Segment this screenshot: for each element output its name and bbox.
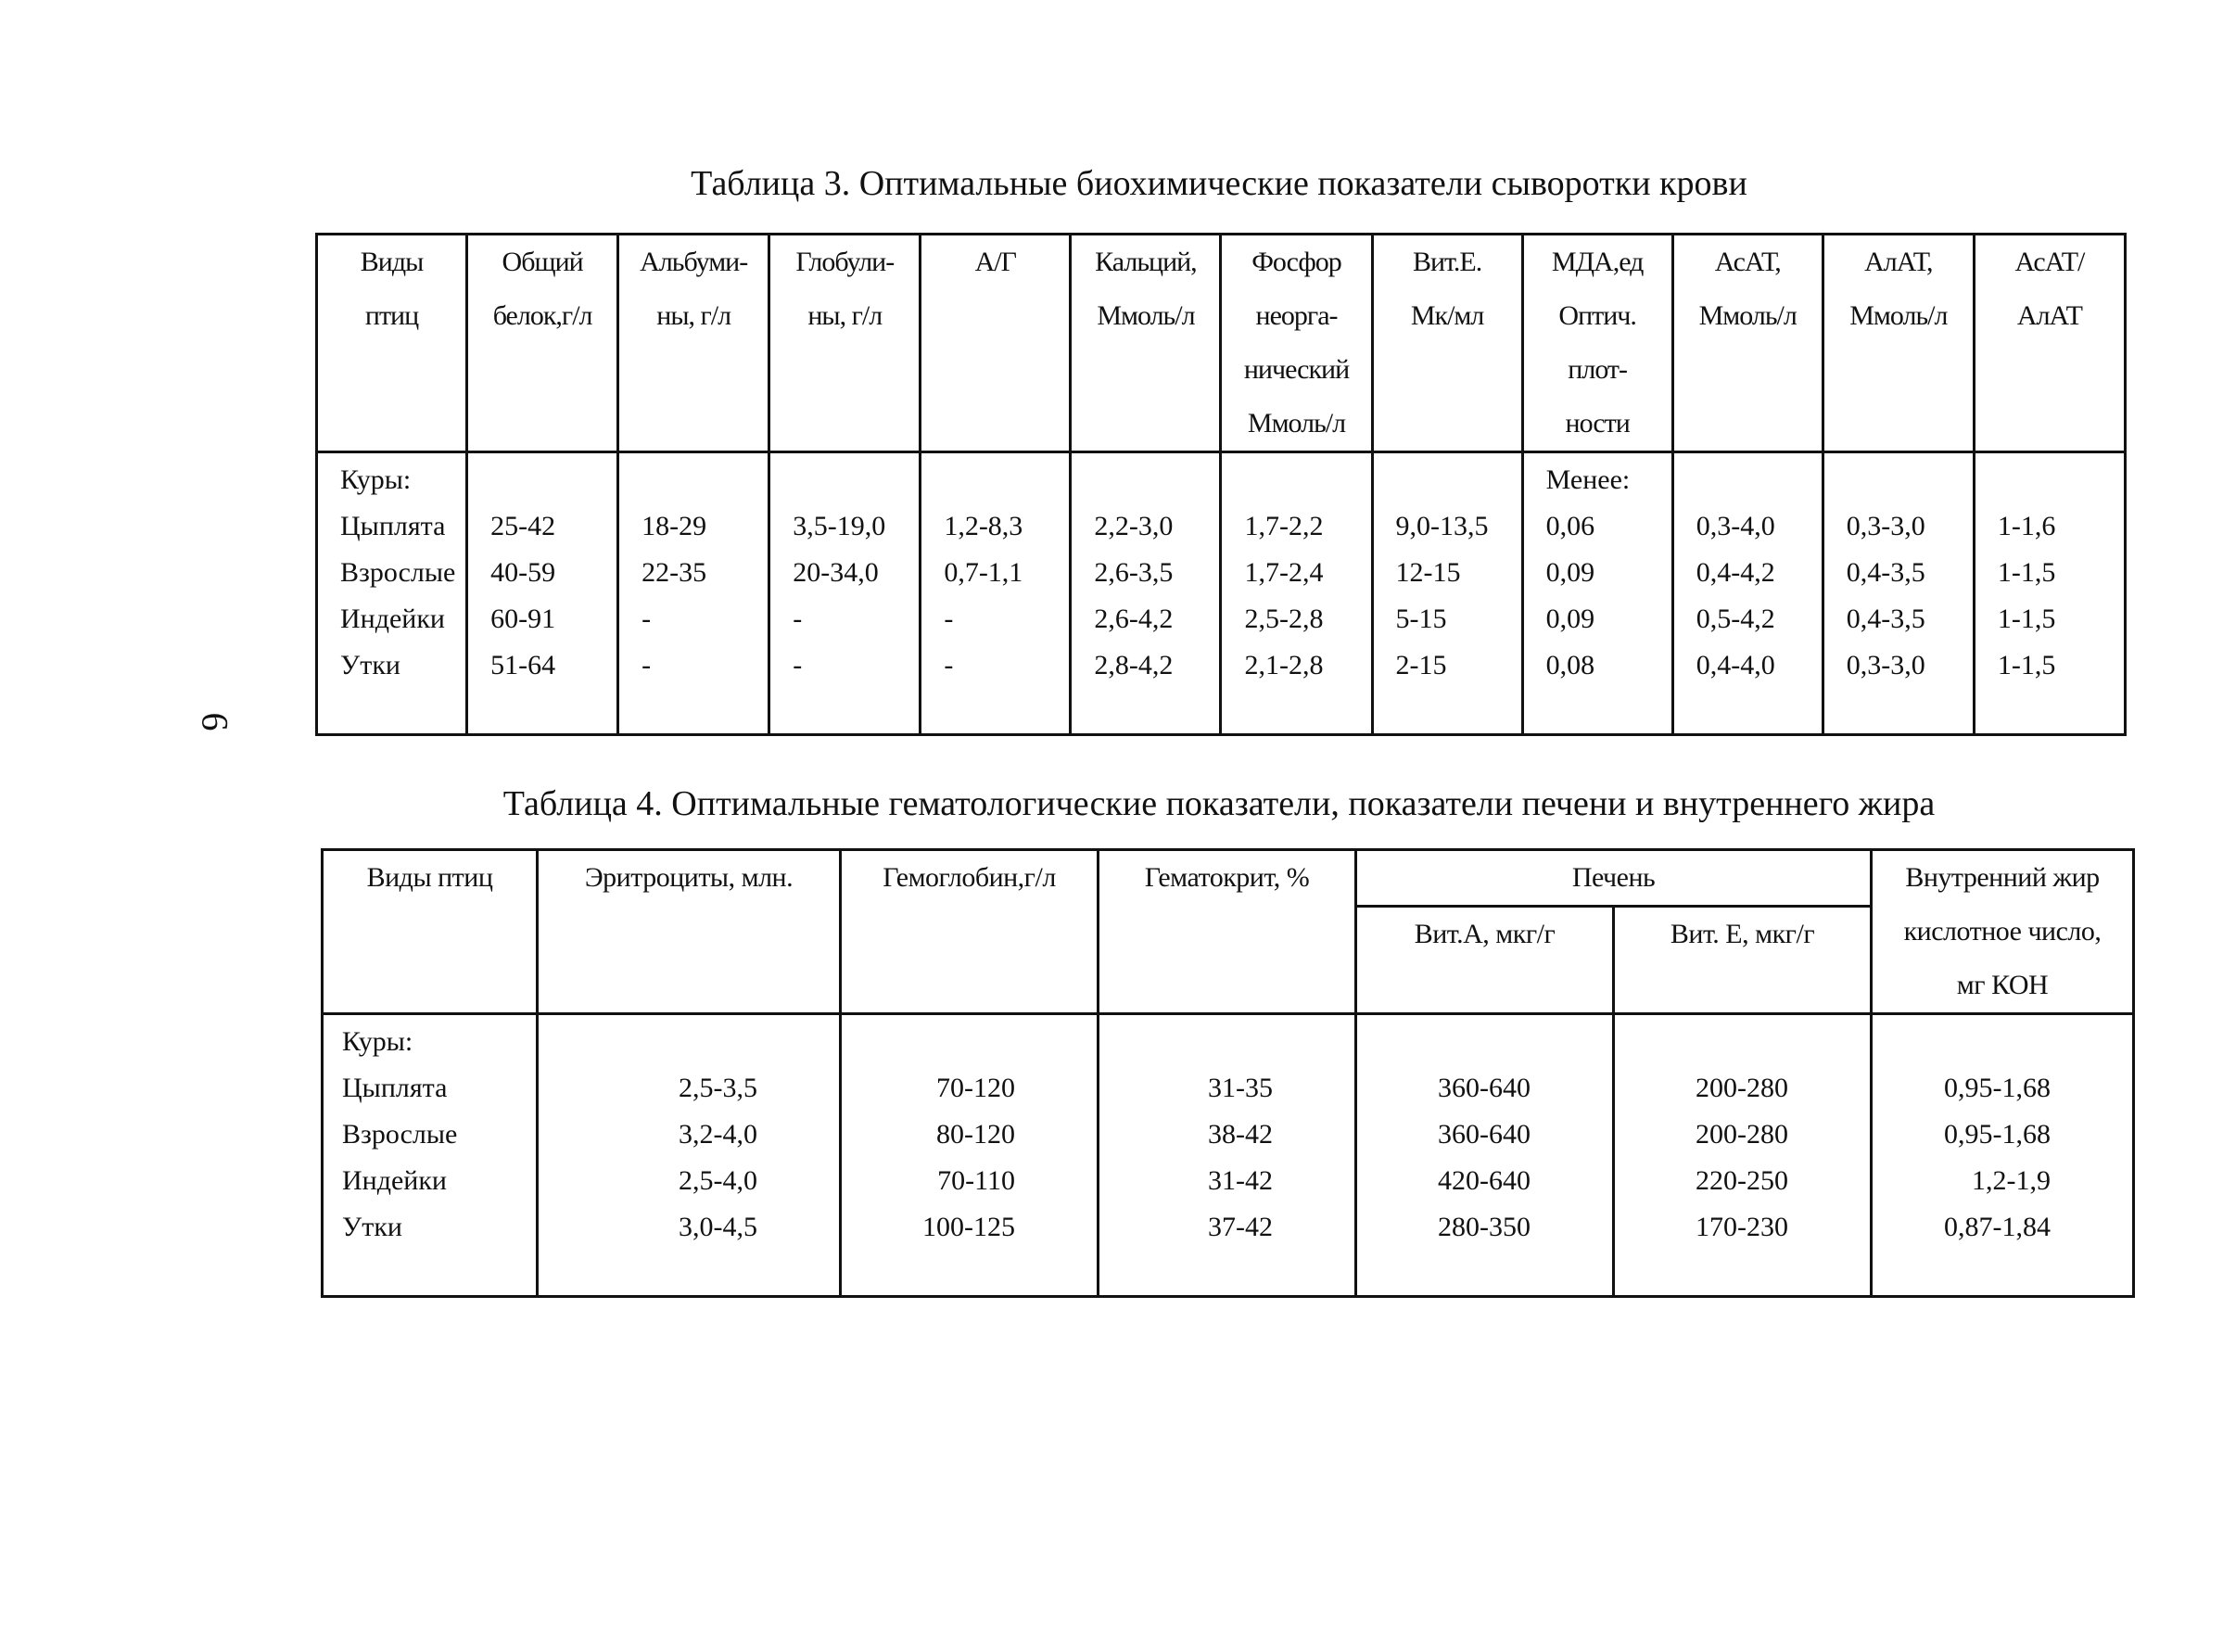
cell-value: 2,6-4,2 [1094,604,1174,634]
cell-value: 12-15 [1395,557,1461,588]
cell-value: 360-640 [1438,1119,1531,1150]
cell-value: 1-1,5 [1997,557,2056,588]
cell-value: 360-640 [1438,1073,1531,1103]
data-column [1823,452,1974,735]
header-line: нический [1243,354,1350,385]
data-column [1614,1014,1872,1297]
header-cell [1672,235,1823,452]
cell-value: - [944,604,954,634]
cell-value: 70-110 [937,1165,1015,1196]
cell-value [1847,457,1973,503]
cell-value: Утки [342,1212,402,1242]
header-line: АсАТ/ [2014,247,2085,277]
header-line: Кальций, [1095,247,1197,277]
cell-value [1099,1019,1273,1065]
data-column [538,1014,841,1297]
cell-value: 0,06 [1545,511,1595,541]
data-column [921,452,1071,735]
liver-header: Печень [1356,850,1872,907]
header-line: Ммоль/л [1849,300,1948,331]
header-line: Виды [360,247,424,277]
cell-value: 0,09 [1545,604,1595,634]
cell-value: 0,87-1,84 [1944,1212,2051,1242]
header-cell [1974,235,2125,452]
fat-header-line: кислотное число, [1903,916,2102,947]
vit-e-header: Вит. Е, мкг/г [1614,907,1872,1014]
data-column [1522,452,1672,735]
cell-value: 2,5-3,5 [679,1073,757,1103]
table-body-row [317,452,2126,735]
hematology-table [321,848,2135,1298]
header-cell [1823,235,1974,452]
cell-value: 100-125 [922,1212,1015,1242]
cell-value: 60-91 [490,604,556,634]
header-line: Ммоль/л [1247,408,1346,438]
cell-value: Утки [340,650,400,680]
cell-value: 0,5-4,2 [1696,604,1775,634]
cell-value [1696,457,1822,503]
header-line: ности [1565,408,1630,438]
cell-value [490,457,616,503]
header-cell [769,235,921,452]
cell-value: 1-1,5 [1997,650,2056,680]
header-line: неорга- [1255,300,1338,331]
cell-value [1873,1019,2051,1065]
cell-value: 2,1-2,8 [1244,650,1324,680]
header-cell [1221,235,1372,452]
header-cell [1071,235,1221,452]
data-column [1356,1014,1614,1297]
header-cell [467,235,618,452]
header-line: Оптич. [1558,300,1636,331]
header-line: АсАТ, [1714,247,1781,277]
cell-value: 0,3-4,0 [1696,511,1775,541]
header-line: А/Г [974,247,1017,277]
cell-value: 220-250 [1696,1165,1788,1196]
cell-value: 1-1,5 [1997,604,2056,634]
cell-value: 2-15 [1395,650,1447,680]
header-cell [1372,235,1522,452]
cell-value: 37-42 [1208,1212,1273,1242]
cell-value [793,457,919,503]
biochemical-table [315,233,2127,736]
hemoglobin-header: Гемоглобин,г/л [841,850,1099,1014]
header-line: Фосфор [1251,247,1341,277]
fat-header-line: мг КОН [1956,970,2049,1000]
data-column [467,452,618,735]
cell-value: 31-35 [1208,1073,1273,1103]
data-column [1071,452,1221,735]
header-line: Ммоль/л [1097,300,1195,331]
cell-value: 200-280 [1696,1119,1788,1150]
cell-value: 0,4-3,5 [1846,604,1925,634]
internal-fat-header [1872,850,2134,1014]
cell-value: 3,5-19,0 [793,511,886,541]
cell-value: 0,4-4,2 [1696,557,1775,588]
header-line: Мк/мл [1410,300,1484,331]
vit-a-header: Вит.А, мкг/г [1356,907,1614,1014]
page-number: 6 [194,712,236,731]
cell-value: 2,5-4,0 [679,1165,757,1196]
header-line: Глобули- [795,247,895,277]
cell-value: 25-42 [490,511,556,541]
cell-value: 0,3-3,0 [1846,511,1925,541]
cell-value [539,1019,757,1065]
cell-value: Менее: [1545,464,1631,495]
header-line: АлАТ [2016,300,2082,331]
cell-value: - [641,604,652,634]
cell-value [842,1019,1015,1065]
cell-value: Индейки [342,1165,447,1196]
cell-value: 18-29 [641,511,707,541]
fat-header-line: Внутренний жир [1905,862,2100,893]
cell-value: 280-350 [1438,1212,1531,1242]
table3-caption: Таблица 3. Оптимальные биохимические показатели сыворотки крови [691,164,1747,203]
cell-value: 20-34,0 [793,557,879,588]
data-column [841,1014,1099,1297]
header-line: плот- [1568,354,1628,385]
header-cell [921,235,1071,452]
cell-value [1244,457,1370,503]
cell-value: - [793,650,803,680]
cell-value: Цыплята [342,1073,448,1103]
cell-value [641,457,768,503]
cell-value: 80-120 [936,1119,1015,1150]
header-line: белок,г/л [492,300,592,331]
header-line: птиц [364,300,419,331]
cell-value: 1,2-8,3 [944,511,1023,541]
data-column [1974,452,2125,735]
cell-value: - [944,650,954,680]
cell-value: 2,5-2,8 [1244,604,1324,634]
header-line: МДА,ед [1551,247,1644,277]
species-header: Виды птиц [323,850,538,1014]
cell-value: 40-59 [490,557,556,588]
header-line: Альбуми- [640,247,748,277]
header-cell [317,235,467,452]
table-body-row [323,1014,2134,1297]
cell-value: Взрослые [340,557,456,588]
cell-value: 1,7-2,2 [1244,511,1324,541]
cell-value: 31-42 [1208,1165,1273,1196]
header-line: Ммоль/л [1698,300,1797,331]
cell-value: 70-120 [936,1073,1015,1103]
cell-value: 38-42 [1208,1119,1273,1150]
cell-value: 0,4-3,5 [1846,557,1925,588]
cell-value: - [793,604,803,634]
cell-value [1998,457,2124,503]
cell-value: 420-640 [1438,1165,1531,1196]
header-line: АлАТ, [1864,247,1933,277]
cell-value: 1,7-2,4 [1244,557,1324,588]
cell-value: 51-64 [490,650,556,680]
cell-value: 0,3-3,0 [1846,650,1925,680]
cell-value: 5-15 [1395,604,1447,634]
cell-value [1615,1019,1788,1065]
cell-value: 22-35 [641,557,707,588]
cell-value: Цыплята [340,511,446,541]
table4-caption: Таблица 4. Оптимальные гематологические показатели, показатели печени и внутреннего жира [502,784,1936,823]
cell-value: 2,2-3,0 [1094,511,1174,541]
table-header-row [317,235,2126,452]
header-line: ны, г/л [656,300,731,331]
cell-value: 0,4-4,0 [1696,650,1775,680]
cell-value: 0,09 [1545,557,1595,588]
header-line: Общий [502,247,583,277]
data-column [1099,1014,1356,1297]
erythrocytes-header: Эритроциты, млн. [538,850,841,1014]
data-column [769,452,921,735]
header-line: ны, г/л [807,300,883,331]
cell-value: 2,8-4,2 [1094,650,1174,680]
cell-value: - [641,650,652,680]
data-column [618,452,769,735]
cell-value: 9,0-13,5 [1395,511,1489,541]
data-column [1221,452,1372,735]
cell-value: 3,2-4,0 [679,1119,757,1150]
data-column [1372,452,1522,735]
cell-value: 1-1,6 [1997,511,2056,541]
cell-value: 0,7-1,1 [944,557,1023,588]
cell-value: Индейки [340,604,445,634]
cell-value: Куры: [342,1026,413,1057]
cell-value: 200-280 [1696,1073,1788,1103]
cell-value [1396,457,1521,503]
cell-value: Куры: [340,464,412,495]
cell-value: 2,6-3,5 [1094,557,1174,588]
cell-value: 0,08 [1545,650,1595,680]
data-column [1872,1014,2134,1297]
cell-value [944,457,1069,503]
header-line: Вит.Е. [1412,247,1482,277]
cell-value: 0,95-1,68 [1944,1073,2051,1103]
header-cell [618,235,769,452]
data-column [1672,452,1823,735]
cell-value: Взрослые [342,1119,458,1150]
data-column [317,452,467,735]
cell-value: 3,0-4,5 [679,1212,757,1242]
cell-value: 1,2-1,9 [1972,1165,2051,1196]
hematocrit-header: Гематокрит, % [1099,850,1356,1014]
cell-value: 170-230 [1696,1212,1788,1242]
data-column [323,1014,538,1297]
cell-value: 0,95-1,68 [1944,1119,2051,1150]
cell-value [1094,457,1219,503]
cell-value [1357,1019,1531,1065]
header-cell [1522,235,1672,452]
